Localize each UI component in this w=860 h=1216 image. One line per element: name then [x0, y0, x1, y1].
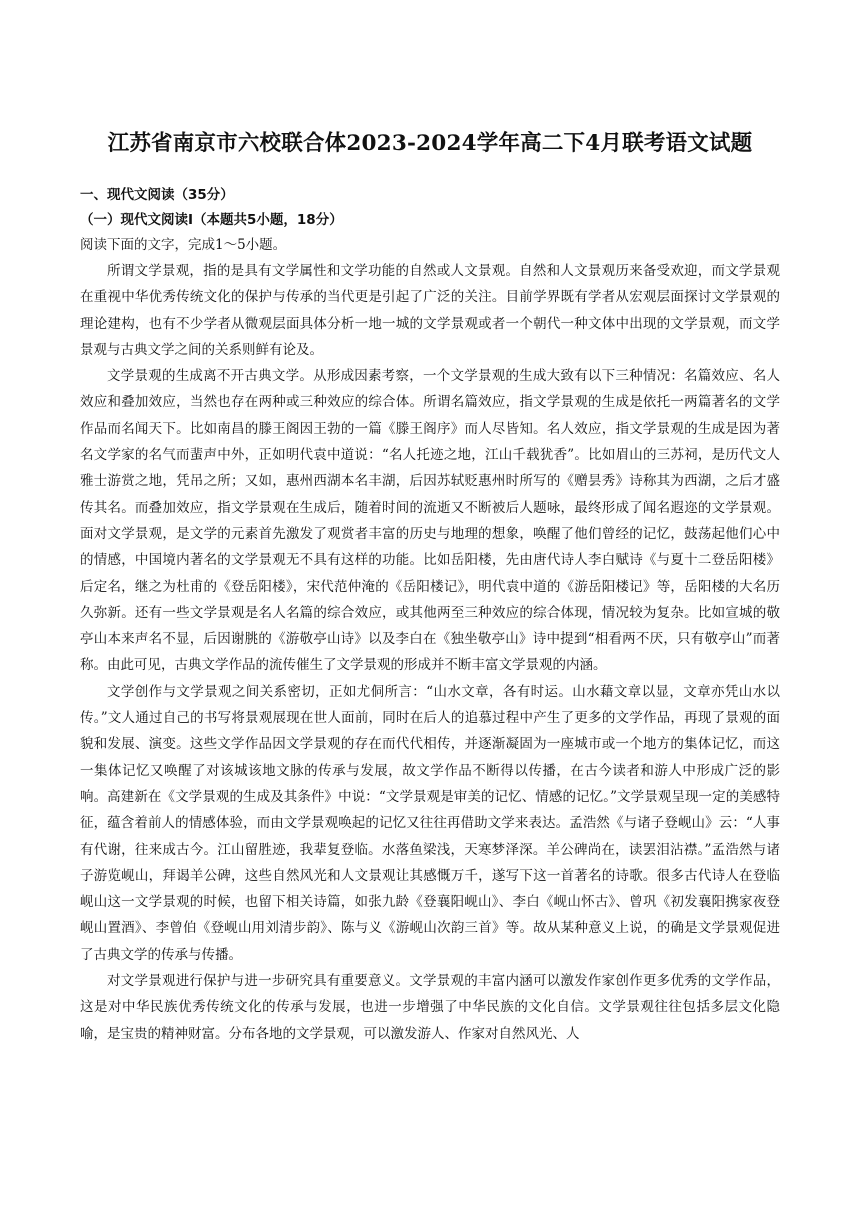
paragraph-2: 文学景观的生成离不开古典文学。从形成因素考察，一个文学景观的生成大致有以下三种情况：名篇效应、名人效应和叠加效应，当然也存在两种或三种效应的综合体。所谓名篇效应，指文学景观的生成是依托一两篇著名的文学作品而名闻天下。比如南昌的滕王阁因王勃的一篇《滕王阁序》而人尽皆知。名人效应，指文学景观的生成是因为著名文学家的名气而蜚声中外，正如明代袁中道说：“名人托迹之地，江山千载犹香”。比如眉山的三苏祠，是历代文人雅士游赏之地，凭吊之所；又如，惠州西湖本名丰湖，后因苏轼贬惠州时所写的《赠昙秀》诗称其为西湖，之后才盛传其名。而叠加效应，指文学景观在生成后，随着时间的流逝又不断被后人题咏，最终形成了闻名遐迩的文学景观。面对文学景观，是文学的元素首先激发了观赏者丰富的历史与地理的想象，唤醒了他们曾经的记忆，鼓荡起他们心中的情感，中国境内著名的文学景观无不具有这样的功能。比如岳阳楼，先由唐代诗人李白赋诗《与夏十二登岳阳楼》后定名，继之为杜甫的《登岳阳楼》，宋代范仲淹的《岳阳楼记》，明代袁中道的《游岳阳楼记》等，岳阳楼的大名历久弥新。还有一些文学景观是名人名篇的综合效应，或其他两至三种效应的综合体现，情况较为复杂。比如宣城的敬亭山本来声名不显，后因谢朓的《游敬亭山诗》以及李白在《独坐敬亭山》诗中提到“相看两不厌，只有敬亭山”而著称。由此可见，古典文学作品的流传催生了文学景观的形成并不断丰富文学景观的内涵。: [80, 368, 780, 674]
document-title: 江苏省南京市六校联合体2023-2024学年高二下4月联考语文试题: [107, 131, 753, 156]
reading-instruction: 阅读下面的文字，完成1～5小题。: [80, 237, 287, 253]
paragraph-3: 文学创作与文学景观之间关系密切，正如尤侗所言：“山水文章，各有时运。山水藉文章以显，文章亦凭山水以传。”文人通过自己的书写将景观展现在世人面前，同时在后人的追慕过程中产生了更多的文学作品，再现了景观的面貌和发展、演变。这些文学作品因文学景观的存在而代代相传，并逐渐凝固为一座城市或一个地方的集体记忆，而这一集体记忆又唤醒了对该城该地文脉的传承与发展，故文学作品不断得以传播，在古今读者和游人中形成广泛的影响。高建新在《文学景观的生成及其条件》中说：“文学景观是审美的记忆、情感的记忆。”文学景观呈现一定的美感特征，蕴含着前人的情感体验，而由文学景观唤起的记忆又往往再借助文学来表达。孟浩然《与诸子登岘山》云：“人事有代谢，往来成古今。江山留胜迹，我辈复登临。水落鱼梁浅，天寒梦泽深。羊公碑尚在，读罢泪沾襟。”孟浩然与诸子游览岘山，拜谒羊公碑，这些自然风光和人文景观让其感慨万千，遂写下这一首著名的诗歌。很多古代诗人在登临岘山这一文学景观的时候，也留下相关诗篇，如张九龄《登襄阳岘山》、李白《岘山怀古》、曾巩《初发襄阳携家夜登岘山置酒》、李曾伯《登岘山用刘清步韵》、陈与义《游岘山次韵三首》等。故从某种意义上说，的确是文学景观促进了古典文学的传承与传播。: [80, 683, 780, 963]
paragraph-1: 所谓文学景观，指的是具有文学属性和文学功能的自然或人文景观。自然和人文景观历来备受欢迎，而文学景观在重视中华优秀传统文化的保护与传承的当代更是引起了广泛的关注。目前学界既有学者从宏观层面探讨文学景观的理论建构，也有不少学者从微观层面具体分析一地一城的文学景观或者一个朝代一种文体中出现的文学景观，而文学景观与古典文学之间的关系则鲜有论及。: [80, 263, 780, 358]
section-heading: 一、现代文阅读（35分）: [80, 187, 234, 203]
paragraph-4: 对文学景观进行保护与进一步研究具有重要意义。文学景观的丰富内涵可以激发作家创作更多优秀的文学作品，这是对中华民族优秀传统文化的传承与发展，也进一步增强了中华民族的文化自信。文学景观往往包括多层文化隐喻，是宝贵的精神财富。分布各地的文学景观，可以激发游人、作家对自然风光、人: [80, 973, 780, 1042]
subsection-heading: （一）现代文阅读Ⅰ（本题共5小题，18分）: [80, 212, 343, 228]
